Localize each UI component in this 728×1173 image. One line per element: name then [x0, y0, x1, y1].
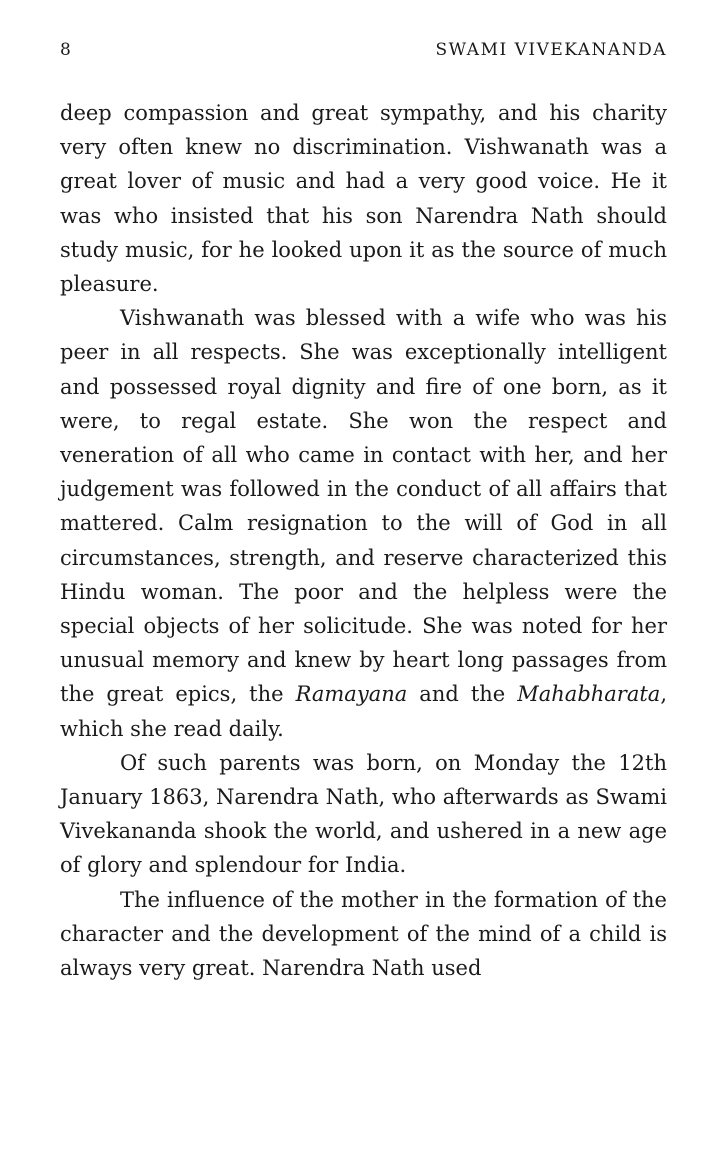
- paragraph-text-middle: and the: [407, 682, 518, 707]
- paragraph-vishwanath-charity: deep compassion and great sympathy, and his charity very often knew no discrimination. Vishwanath was a great lover of music and had a very good voice. He it was who insisted that his son Narendra Nath should study music, for he looked upon it as the source of much pleasure.: [60, 101, 667, 297]
- paragraph-text-before: Vishwanath was blessed with a wife who was his peer in all respects. She was exceptionally intelligent and possessed royal dignity and fire of one born, as it were, to regal estate. She won the respect and veneration of all who came in contact with her, and her judgement was followed in the conduct of all affairs that mattered. Calm resignation to the will of God in all circumstances, strength, and reserve characterized this Hindu woman. The poor and the helpless were the special objects of her solicitude. She was noted for her unusual memory and knew by heart long passages from the great epics, the: [60, 306, 667, 707]
- body-text: [60, 96, 667, 985]
- book-page: [60, 40, 667, 985]
- epic-title-mahabharata: Mahabharata: [517, 682, 661, 707]
- page-number: 8: [60, 40, 73, 60]
- paragraph-text-after: , which she read daily.: [60, 682, 668, 741]
- paragraph-mother-character: [60, 301, 667, 746]
- paragraph-mother-influence: The influence of the mother in the formation of the character and the development of the mind of a child is always very great. Narendra Nath used: [60, 887, 667, 981]
- running-title: SWAMI VIVEKANANDA: [435, 40, 667, 60]
- paragraph-birth: Of such parents was born, on Monday the 12th January 1863, Narendra Nath, who afterwards as Swami Vivekananda shook the world, and ushered in a new age of glory and splendour for India.: [60, 750, 667, 878]
- running-header: [60, 40, 667, 74]
- epic-title-ramayana: Ramayana: [295, 682, 408, 707]
